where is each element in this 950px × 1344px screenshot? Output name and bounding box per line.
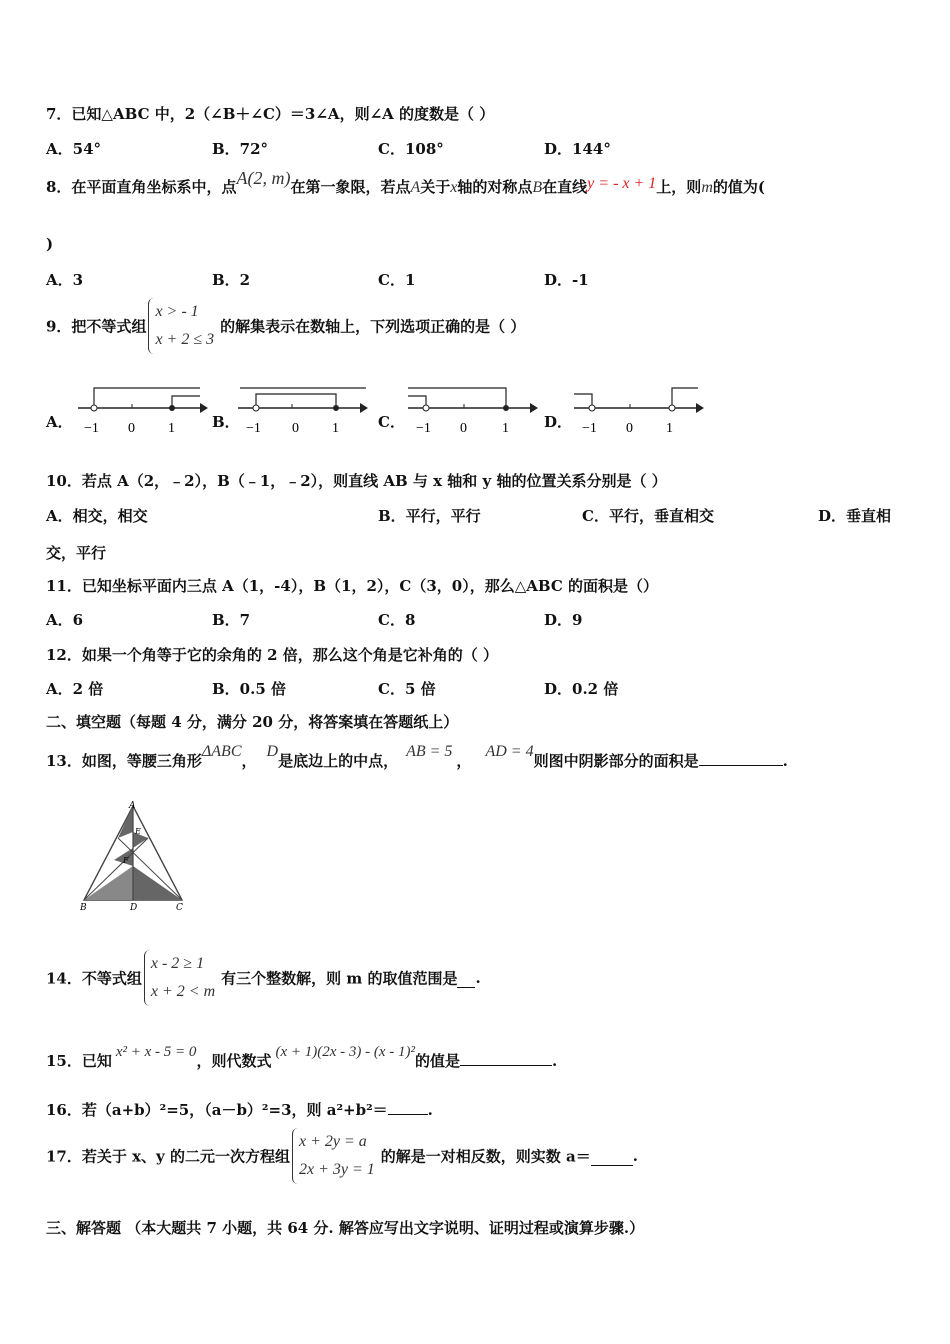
section-2-heading: 二、填空题（每题 4 分，满分 20 分，将答案填在答题纸上） [46, 713, 459, 731]
q9-option-d[interactable]: D． [544, 413, 573, 431]
figure-label: E [135, 827, 141, 836]
q15-text-1: 15．已知 [46, 1052, 112, 1070]
q9-option-a[interactable]: A． [46, 413, 73, 431]
tick-label: 0 [626, 421, 633, 436]
tick-label: 1 [502, 421, 509, 436]
q16-text-1: 16．若（a+b）²=5，（a－b）²=3，则 a²+b²＝ [46, 1101, 388, 1119]
q12-option-b[interactable]: B．0.5 倍 [212, 680, 286, 698]
q16-stem [46, 1099, 433, 1120]
q15-text-3: 的值是 [415, 1052, 461, 1070]
q9-ineq-2: x + 2 ≤ 3 [155, 331, 215, 348]
q13-text-5: 则图中阴影部分的面积是 [533, 752, 699, 770]
q13-text-6: . [782, 752, 788, 770]
q13-text-2: ， [241, 752, 257, 770]
q7-option-d[interactable]: D．144° [544, 140, 611, 158]
q13-text-4: ， [456, 752, 472, 770]
q17-equation-system [292, 1128, 379, 1184]
q8-option-d[interactable]: D．-1 [544, 271, 589, 289]
q13-math-triangle: ΔABC [201, 743, 242, 760]
tick-label: 1 [168, 421, 175, 436]
q7-option-b[interactable]: B．72° [212, 140, 269, 158]
q14-text-3: . [475, 969, 481, 987]
tick-label: 0 [128, 421, 135, 436]
figure-label: A [129, 801, 136, 811]
q15-math-equation: x² + x - 5 = 0 [115, 1044, 197, 1060]
q13-math-d: D [266, 743, 279, 760]
q11-option-a[interactable]: A．6 [46, 611, 84, 629]
tick-label: 0 [292, 421, 299, 436]
q9-inequality-system [148, 298, 218, 354]
q10-option-d-cont: 交，平行 [46, 544, 107, 562]
q8-text-2: 在第一象限，若点 [290, 178, 411, 196]
q16-text-2: . [427, 1101, 433, 1119]
q8-math-x: x [450, 179, 458, 196]
q7-option-c[interactable]: C．108° [378, 140, 444, 158]
q9-text-2: 的解集表示在数轴上，下列选项正确的是（ ） [220, 317, 526, 336]
q9-option-b[interactable]: B． [212, 413, 240, 431]
q10-option-a[interactable]: A．相交，相交 [46, 507, 148, 525]
figure-label: F [123, 856, 129, 865]
q16-answer-blank[interactable] [388, 1114, 428, 1115]
q9-numberline-c [402, 380, 542, 440]
tick-label: −1 [246, 421, 261, 436]
q17-answer-blank[interactable] [591, 1147, 633, 1166]
q8-option-b[interactable]: B．2 [212, 271, 251, 289]
q14-answer-blank[interactable] [457, 969, 475, 988]
q17-stem [46, 1128, 638, 1184]
q15-text-4: . [552, 1052, 558, 1070]
q9-option-c[interactable]: C． [378, 413, 405, 431]
q12-stem: 12．如果一个角等于它的余角的 2 倍，那么这个角是它补角的（ ） [46, 646, 498, 664]
q12-option-a[interactable]: A．2 倍 [46, 680, 104, 698]
q8-option-a[interactable]: A．3 [46, 271, 84, 289]
figure-label: D [130, 903, 138, 912]
q8-text-4: 轴的对称点 [457, 178, 533, 196]
q14-stem [46, 950, 481, 1006]
q8-math-b: B [532, 179, 543, 196]
section-3-heading: 三、解答题 （本大题共 7 小题，共 64 分. 解答应写出文字说明、证明过程或演算步骤.） [46, 1219, 645, 1237]
q11-option-d[interactable]: D．9 [544, 611, 583, 629]
q14-ineq-1: x - 2 ≥ 1 [150, 955, 205, 972]
q13-triangle-figure [78, 800, 193, 912]
q11-option-c[interactable]: C．8 [378, 611, 416, 629]
q8-option-c[interactable]: C．1 [378, 271, 416, 289]
tick-label: 0 [460, 421, 467, 436]
q10-stem: 10．若点 A（2，﹣2），B（﹣1，﹣2），则直线 AB 与 x 轴和 y 轴的位置关系分别是（ ） [46, 472, 667, 490]
tick-label: 1 [332, 421, 339, 436]
q9-ineq-1: x > - 1 [155, 303, 199, 320]
q8-text-1: 8．在平面直角坐标系中，点 [46, 178, 237, 196]
q13-answer-blank[interactable] [699, 765, 783, 766]
q15-text-2: ，则代数式 [196, 1052, 272, 1070]
q8-math-point-a: A(2, m) [236, 168, 291, 188]
q11-option-b[interactable]: B．7 [212, 611, 251, 629]
figure-label: B [80, 903, 87, 912]
q14-inequality-system [144, 950, 219, 1006]
q9-stem [46, 298, 525, 354]
q17-text-2: 的解是一对相反数，则实数 a＝ [380, 1147, 591, 1166]
q8-text-6: 上，则 [656, 178, 702, 196]
q13-text-1: 13．如图，等腰三角形 [46, 752, 202, 770]
q10-option-d[interactable]: D．垂直相 [818, 507, 892, 525]
q13-math-ab: AB = 5 [406, 743, 453, 760]
q14-text-1: 14．不等式组 [46, 969, 142, 988]
q13-text-3: 是底边上的中点， [278, 752, 399, 770]
q15-answer-blank[interactable] [460, 1065, 552, 1066]
q17-text-1: 17．若关于 x、y 的二元一次方程组 [46, 1147, 290, 1166]
tick-label: 1 [666, 421, 673, 436]
q9-numberline-d [568, 380, 708, 440]
q13-math-ad: AD = 4 [485, 743, 534, 760]
figure-label: C [176, 903, 183, 912]
q10-option-b[interactable]: B．平行，平行 [378, 507, 481, 525]
q8-text-7: 的值为( [712, 178, 765, 196]
q17-eq-2: 2x + 3y = 1 [298, 1161, 375, 1178]
q11-stem: 11．已知坐标平面内三点 A（1，-4），B（1，2），C（3，0），那么△ABC 的面积是（） [46, 577, 658, 595]
q7-stem: 7．已知△ABC 中，2（∠B＋∠C）＝3∠A，则∠A 的度数是（ ） [46, 105, 495, 123]
q14-ineq-2: x + 2 < m [150, 983, 216, 1000]
q7-option-a[interactable]: A．54° [46, 140, 102, 158]
tick-label: −1 [84, 421, 99, 436]
q17-text-3: . [632, 1147, 638, 1165]
q9-numberline-a [72, 380, 212, 440]
q17-eq-1: x + 2y = a [298, 1133, 367, 1150]
q9-text-1: 9．把不等式组 [46, 317, 147, 336]
q12-option-d[interactable]: D．0.2 倍 [544, 680, 619, 698]
q13-stem [46, 740, 788, 770]
q8-text-5: 在直线 [542, 178, 588, 196]
q8-stem-cont: ) [46, 235, 54, 253]
q10-option-c[interactable]: C．平行，垂直相交 [582, 507, 714, 525]
tick-label: −1 [582, 421, 597, 436]
q8-math-m: m [701, 179, 713, 196]
q14-text-2: 有三个整数解，则 m 的取值范围是 [221, 969, 458, 988]
q8-math-a: A [410, 179, 421, 196]
q12-option-c[interactable]: C．5 倍 [378, 680, 436, 698]
q15-math-expression: (x + 1)(2x - 3) - (x - 1)² [275, 1044, 416, 1060]
q9-numberline-b [232, 380, 372, 440]
q8-math-line: y = - x + 1 [587, 175, 657, 192]
tick-label: −1 [416, 421, 431, 436]
q8-stem [46, 168, 765, 197]
q8-text-3: 关于 [420, 178, 451, 196]
q15-stem [46, 1040, 558, 1070]
